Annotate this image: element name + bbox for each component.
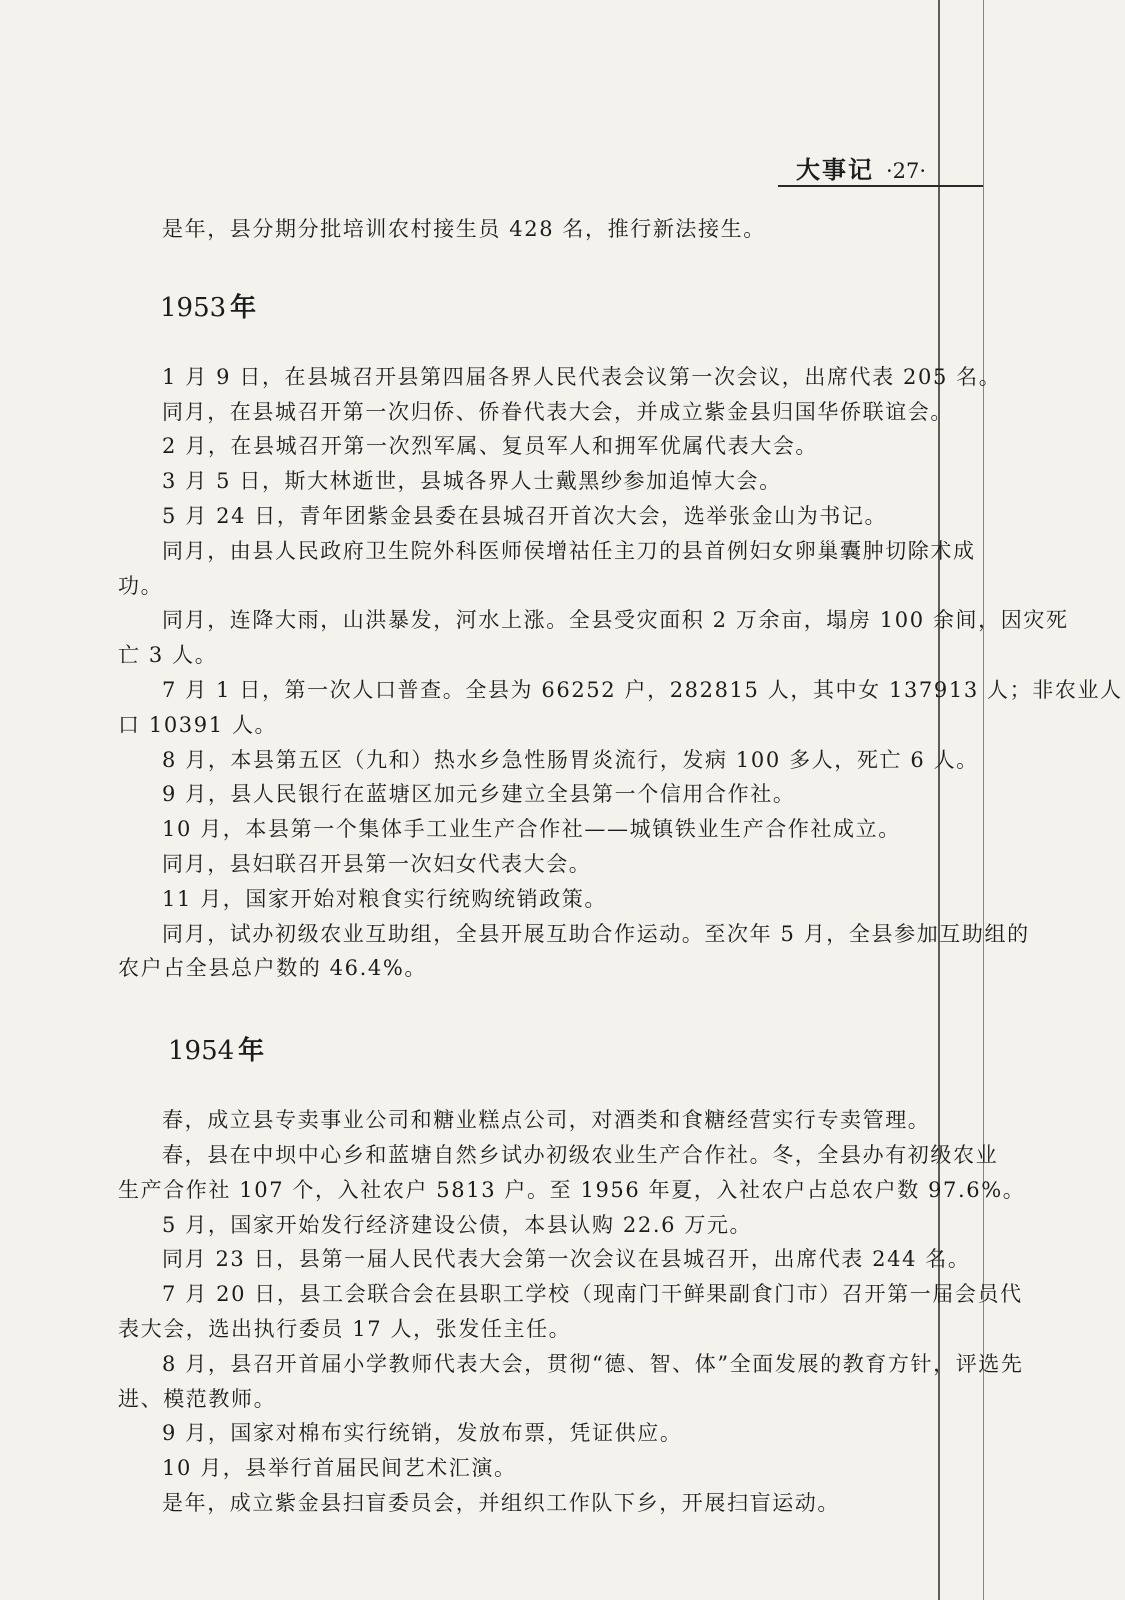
entry-line: 同月，由县人民政府卫生院外科医师侯增祜任主刀的县首例妇女卵巢囊肿切除术成	[162, 538, 976, 563]
header-rule	[778, 185, 983, 187]
entry-line: 7 月 20 日，县工会联合会在县职工学校（现南门干鲜果副食门市）召开第一届会员代	[162, 1282, 1023, 1307]
entry-line: 3 月 5 日，斯大林逝世，县城各界人士戴黑纱参加追悼大会。	[162, 469, 782, 494]
year-suffix: 年	[230, 292, 257, 323]
entry-line: 春，成立县专卖事业公司和糖业糕点公司，对酒类和食糖经营实行专卖管理。	[162, 1108, 931, 1133]
entry-line: 5 月 24 日，青年团紫金县委在县城召开首次大会，选举张金山为书记。	[162, 503, 888, 528]
entry-line: 同月，连降大雨，山洪暴发，河水上涨。全县受灾面积 2 万余亩，塌房 100 余间，因灾死	[162, 608, 1069, 633]
section-title: 大事记	[796, 156, 874, 184]
entry-line: 同月 23 日，县第一届人民代表大会第一次会议在县城召开，出席代表 244 名。	[162, 1247, 971, 1272]
entry-line: 10 月，本县第一个集体手工业生产合作社——城镇铁业生产合作社成立。	[162, 817, 901, 842]
entry-line: 春，县在中坝中心乡和蓝塘自然乡试办初级农业生产合作社。冬，全县办有初级农业	[162, 1142, 999, 1167]
intro-paragraph: 是年，县分期分批培训农村接生员 428 名，推行新法接生。	[162, 217, 766, 241]
year-suffix: 年	[238, 1036, 265, 1067]
entries-1953	[118, 360, 1123, 986]
entry-line-continuation: 进、模范教师。	[118, 1386, 277, 1411]
entry-line: 同月，试办初级农业互助组，全县开展互助合作运动。至次年 5 月，全县参加互助组的	[162, 921, 1030, 946]
entry-line: 2 月，在县城召开第一次烈军属、复员军人和拥军优属代表大会。	[162, 434, 819, 459]
entry-line-continuation: 亡 3 人。	[118, 643, 218, 668]
entry-line: 10 月，县举行首届民间艺术汇演。	[162, 1456, 517, 1481]
entry-line-continuation: 口 10391 人。	[118, 712, 278, 737]
entry-line: 11 月，国家开始对粮食实行统购统销政策。	[162, 886, 607, 911]
entry-line: 8 月，本县第五区（九和）热水乡急性肠胃炎流行，发病 100 多人，死亡 6 人。	[162, 747, 979, 772]
entries-1954	[118, 1103, 1026, 1521]
entry-line-continuation: 生产合作社 107 个，入社农户 5813 户。至 1956 年夏，入社农户占总农户数 97.6%。	[118, 1177, 1026, 1202]
year-number: 1954	[168, 1036, 235, 1067]
entry-line: 1 月 9 日，在县城召开县第四届各界人民代表会议第一次会议，出席代表 205 名。	[162, 364, 1002, 389]
entry-line: 9 月，县人民银行在蓝塘区加元乡建立全县第一个信用合作社。	[162, 782, 796, 807]
entry-line: 5 月，国家开始发行经济建设公债，本县认购 22.6 万元。	[162, 1212, 753, 1237]
entry-line-continuation: 农户占全县总户数的 46.4%。	[118, 956, 427, 981]
entry-line: 7 月 1 日，第一次人口普查。全县为 66252 户，282815 人，其中女 137913 人；非农业人	[162, 677, 1123, 702]
entry-line-continuation: 表大会，选出执行委员 17 人，张发任主任。	[118, 1316, 572, 1341]
page-number: ·27·	[886, 159, 927, 183]
year-heading-1953	[160, 287, 998, 324]
entry-line: 是年，成立紫金县扫盲委员会，并组织工作队下乡，开展扫盲运动。	[162, 1490, 840, 1515]
year-heading-1954	[168, 1030, 998, 1067]
entry-line-continuation: 功。	[118, 573, 164, 598]
entry-line: 8 月，县召开首届小学教师代表大会，贯彻“德、智、体”全面发展的教育方针，评选先	[162, 1351, 1024, 1376]
page-body	[118, 212, 1123, 1521]
entry-line: 同月，在县城召开第一次归侨、侨眷代表大会，并成立紫金县归国华侨联谊会。	[162, 399, 953, 424]
running-header	[796, 150, 983, 185]
entry-line: 同月，县妇联召开县第一次妇女代表大会。	[162, 851, 592, 876]
year-number: 1953	[160, 292, 227, 323]
entry-line: 9 月，国家对棉布实行统销，发放布票，凭证供应。	[162, 1421, 683, 1446]
